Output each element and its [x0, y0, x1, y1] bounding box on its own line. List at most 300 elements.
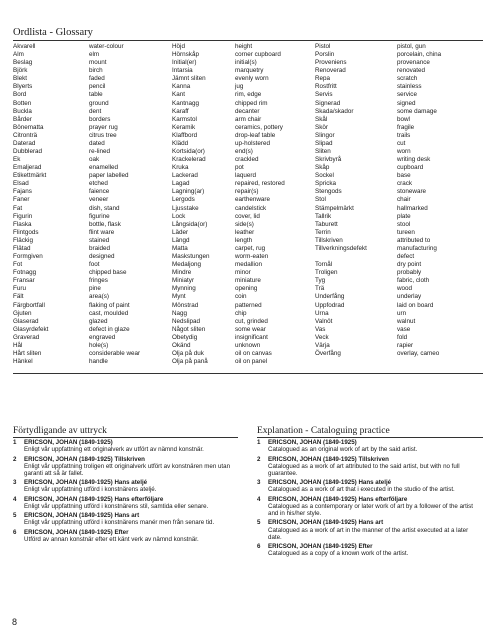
- practice-list-english: [257, 439, 483, 560]
- glossary-term: stool: [397, 220, 411, 228]
- glossary-term: Botten: [13, 99, 32, 107]
- glossary-term: Lackerad: [172, 172, 198, 180]
- entry-heading: [257, 439, 483, 446]
- glossary-term: mount: [89, 59, 107, 67]
- glossary-term: dish, stand: [89, 204, 120, 212]
- glossary-term: unknown: [235, 341, 261, 349]
- glossary-term: Tillskriven: [315, 236, 343, 244]
- glossary-term: Skör: [315, 123, 328, 131]
- glossary-term: Karaff: [172, 107, 189, 115]
- glossary-term: enamelled: [89, 164, 119, 172]
- glossary-term: height: [235, 43, 253, 50]
- practice-entry: [257, 439, 483, 453]
- glossary-bottom-divider: [13, 373, 483, 374]
- glossary-term: chipped base: [89, 269, 127, 277]
- entry-description: Enligt vår uppfattning ett originalverk av utfört av nämnd konstnär.: [24, 446, 204, 454]
- glossary-term: jug: [235, 83, 244, 91]
- glossary-term: Troligen: [315, 269, 338, 277]
- practice-entry: [257, 543, 483, 557]
- glossary-term: Repa: [315, 75, 331, 83]
- practice-entry: [13, 529, 238, 543]
- glossary-term: Emaljerad: [13, 164, 42, 172]
- glossary-term: Tornål: [315, 261, 333, 269]
- glossary-term: opening: [235, 285, 258, 293]
- glossary-term: Glaserad: [13, 317, 39, 325]
- glossary-term: Slingor: [315, 131, 335, 139]
- entry-number: 4: [13, 495, 17, 503]
- glossary-term: water-colour: [89, 43, 124, 50]
- glossary-term: Mindre: [172, 269, 192, 277]
- glossary-term: worm-eaten: [235, 253, 269, 261]
- glossary-term: Hörnskåp: [172, 51, 199, 59]
- glossary-term: Bönematta: [13, 123, 44, 131]
- glossary-term: candelstick: [235, 204, 267, 212]
- entry-heading: [257, 479, 483, 486]
- glossary-term: Blekt: [13, 75, 27, 83]
- glossary-term: Stämpelmärkt: [315, 204, 354, 212]
- entry-description: Catalogued as a copy of a known work of the artist.: [268, 550, 409, 558]
- entry-number: 1: [257, 439, 261, 446]
- glossary-term: Lergods: [172, 196, 195, 204]
- glossary-term: Långsida(or): [172, 220, 208, 228]
- glossary-term: Buckla: [13, 107, 32, 115]
- entry-artist: ERICSON, JOHAN (1849-1925): [24, 439, 113, 446]
- glossary-term: flint ware: [89, 228, 115, 236]
- glossary-term: cover, lid: [235, 212, 260, 220]
- glossary-term: Medaljong: [172, 261, 202, 269]
- glossary-term: Matta: [172, 244, 188, 252]
- glossary-term: some damage: [397, 107, 437, 115]
- glossary-term: wood: [397, 285, 413, 293]
- glossary-term: Något sliten: [172, 325, 206, 333]
- glossary-term: writing desk: [397, 156, 431, 164]
- glossary-term: area(s): [89, 293, 109, 301]
- glossary-term: attributed to: [397, 236, 431, 244]
- entry-description: Enligt vår uppfattning utförd i konstnärens manér men från senare tid.: [24, 519, 215, 527]
- glossary-term: Glasyrdefekt: [13, 325, 49, 333]
- glossary-term: Fält: [13, 293, 24, 301]
- practice-entry: [257, 519, 483, 541]
- glossary-term: Sockel: [315, 172, 334, 180]
- glossary-term: leather: [235, 228, 255, 236]
- glossary-term: Karmstol: [172, 115, 197, 123]
- glossary-term: Intarsia: [172, 67, 193, 75]
- glossary-term: Valnöt: [315, 317, 333, 325]
- entry-artist: ERICSON, JOHAN (1849-1925) Efter: [24, 528, 129, 536]
- glossary-term: Stengods: [315, 188, 342, 196]
- glossary-term: veneer: [89, 196, 109, 204]
- glossary-term: Gjuten: [13, 309, 32, 317]
- glossary-term: table: [89, 91, 103, 99]
- entry-artist: ERICSON, JOHAN (1849-1925) Hans ateljé: [24, 479, 148, 487]
- glossary-term: Obetydig: [172, 333, 198, 341]
- glossary-term: flaking of paint: [89, 301, 130, 309]
- glossary-term: insignificant: [235, 333, 268, 341]
- section-heading-english: Explanation - Cataloguing practice: [257, 426, 390, 436]
- glossary-term: worn: [397, 148, 411, 156]
- glossary-term: Blyerts: [13, 83, 33, 91]
- glossary-term: Maskstungen: [172, 253, 210, 261]
- glossary-term: Fläckig: [13, 236, 33, 244]
- glossary-term: Keramik: [172, 123, 196, 131]
- glossary-term: service: [397, 91, 417, 99]
- glossary-term: signed: [397, 99, 416, 107]
- entry-number: 3: [13, 479, 17, 487]
- glossary-term: Nedslipad: [172, 317, 201, 325]
- entry-description: Catalogued as a work of art in the manner of the artist executed at a later date.: [268, 526, 469, 541]
- glossary-term: Jämnt sliten: [172, 75, 206, 83]
- entry-artist: ERICSON, JOHAN (1849-1925) Hans art: [24, 512, 140, 520]
- glossary-term: stainless: [397, 83, 422, 91]
- glossary-term: minor: [235, 269, 251, 277]
- glossary-term: pistol, gun: [397, 43, 426, 50]
- glossary-term: pencil: [89, 83, 106, 91]
- entry-heading: [13, 479, 238, 486]
- entry-heading: [257, 519, 483, 526]
- glossary-term: provenance: [397, 59, 430, 67]
- glossary-term: engraved: [89, 333, 116, 341]
- entry-number: 6: [13, 528, 17, 536]
- entry-number: 4: [257, 495, 261, 503]
- glossary-term: medallion: [235, 261, 262, 269]
- entry-number: 2: [257, 455, 261, 463]
- entry-heading: [13, 529, 238, 536]
- glossary-term: end(s): [235, 148, 253, 156]
- glossary-term: Flintgods: [13, 228, 39, 236]
- glossary-term: marquetry: [235, 67, 264, 75]
- glossary-term: considerable wear: [89, 349, 141, 357]
- glossary-term: defect: [397, 253, 415, 261]
- practice-entry: [257, 496, 483, 518]
- glossary-term: stained: [89, 236, 110, 244]
- glossary-term: probably: [397, 269, 422, 277]
- glossary-term: dated: [89, 139, 105, 147]
- glossary-col-3-english: [397, 43, 441, 358]
- glossary-col-3-swedish: [315, 43, 367, 358]
- glossary-term: Furu: [13, 285, 26, 293]
- glossary-term: decanter: [235, 107, 260, 115]
- entry-description: Catalogued as a contemporary or later work of art by a follower of the artist and in his/her style.: [268, 502, 473, 518]
- glossary-term: figurine: [89, 212, 110, 220]
- glossary-col-1-english: [89, 43, 140, 366]
- glossary-term: hole(s): [89, 341, 109, 349]
- glossary-term: Pistol: [315, 43, 331, 50]
- glossary-term: oak: [89, 156, 100, 164]
- entry-artist: ERICSON, JOHAN (1849-1925) Hans efterföljare: [24, 495, 164, 503]
- glossary-term: laid on board: [397, 301, 434, 309]
- glossary-term: trails: [397, 131, 411, 139]
- glossary-term: overlay, cameo: [397, 349, 440, 357]
- entry-description: Enligt vår uppfattning utförd i konstnärens stil, samtida eller senare.: [24, 502, 209, 510]
- glossary-term: oil on panel: [235, 358, 268, 366]
- glossary-term: Uppfodrad: [315, 301, 345, 309]
- glossary-term: walnut: [397, 317, 416, 325]
- entry-artist: ERICSON, JOHAN (1849-1925) Tillskriven: [24, 455, 145, 463]
- glossary-term: length: [235, 236, 253, 244]
- glossary-term: laquerd: [235, 172, 257, 180]
- entry-artist: ERICSON, JOHAN (1849-1925) Hans ateljé: [268, 479, 392, 487]
- glossary-term: borders: [89, 115, 111, 123]
- glossary-term: Kruka: [172, 164, 189, 172]
- glossary-term: Klaffbord: [172, 131, 198, 139]
- glossary-term: Bord: [13, 91, 27, 99]
- glossary-term: Okänd: [172, 341, 191, 349]
- glossary-term: Trä: [315, 285, 325, 293]
- glossary-term: Skada/skador: [315, 107, 354, 115]
- glossary-term: Höjd: [172, 43, 185, 50]
- glossary-term: chipped rim: [235, 99, 268, 107]
- glossary-term: Vas: [315, 325, 326, 333]
- glossary-term: re-lined: [89, 148, 110, 156]
- entry-description: Utförd av annan konstnär efter ett känt verk av nämnd konstnär.: [24, 535, 199, 543]
- glossary-term: Servis: [315, 91, 333, 99]
- section-divider-english: [257, 437, 483, 438]
- glossary-term: ceramics, pottery: [235, 123, 283, 131]
- glossary-term: Kantnagg: [172, 99, 199, 107]
- glossary-term: Olja på duk: [172, 349, 204, 357]
- glossary-term: Terrin: [315, 228, 331, 236]
- glossary-term: Citronträ: [13, 131, 38, 139]
- entry-heading: [257, 456, 483, 463]
- glossary-term: etched: [89, 180, 108, 188]
- glossary-term: Kortsida(or): [172, 148, 205, 156]
- glossary-term: pine: [89, 285, 101, 293]
- glossary-term: Överfång: [315, 349, 341, 357]
- entry-number: 6: [257, 543, 261, 551]
- entry-heading: [13, 456, 238, 463]
- glossary-term: hallmarked: [397, 204, 428, 212]
- practice-entry: [257, 456, 483, 478]
- entry-artist: ERICSON, JOHAN (1849-1925) Tillskriven: [268, 455, 389, 463]
- glossary-term: Signerad: [315, 99, 341, 107]
- glossary-term: Fot: [13, 261, 23, 269]
- glossary-term: Slipad: [315, 139, 333, 147]
- glossary-term: evenly worn: [235, 75, 269, 83]
- glossary-term: patterned: [235, 301, 262, 309]
- glossary-term: faience: [89, 188, 110, 196]
- glossary-term: cupboard: [397, 164, 424, 172]
- glossary-term: Spricka: [315, 180, 336, 188]
- glossary-term: corner cupboard: [235, 51, 281, 59]
- glossary-term: Lagad: [172, 180, 190, 188]
- glossary-term: Sliten: [315, 148, 331, 156]
- glossary-term: cut: [397, 139, 406, 147]
- entry-number: 3: [257, 479, 261, 487]
- glossary-term: Skåp: [315, 164, 330, 172]
- glossary-col-2-swedish: [172, 43, 209, 366]
- glossary-term: Underfång: [315, 293, 345, 301]
- glossary-term: Läder: [172, 228, 189, 236]
- glossary-term: cut, grinded: [235, 317, 268, 325]
- glossary-term: elm: [89, 51, 100, 59]
- glossary-term: some wear: [235, 325, 266, 333]
- glossary-term: chair: [397, 196, 411, 204]
- glossary-term: Skrivbyrå: [315, 156, 342, 164]
- glossary-term: stoneware: [397, 188, 427, 196]
- glossary-term: Stol: [315, 196, 326, 204]
- glossary-term: fold: [397, 333, 408, 341]
- glossary-term: Fajans: [13, 188, 32, 196]
- entry-description: Catalogued as an original work of art by the said artist.: [268, 446, 418, 454]
- glossary-term: Hårt sliten: [13, 349, 42, 357]
- glossary-col-2-english: [235, 43, 285, 366]
- glossary-term: Renoverad: [315, 67, 346, 75]
- glossary-term: Färgbortfall: [13, 301, 45, 309]
- section-heading-swedish: Förtydligande av uttryck: [13, 426, 107, 436]
- glossary-term: birch: [89, 67, 103, 75]
- glossary-term: Kant: [172, 91, 185, 99]
- glossary-term: drop-leaf table: [235, 131, 276, 139]
- glossary-term: crackled: [235, 156, 259, 164]
- glossary-term: urn: [397, 309, 407, 317]
- glossary-term: Tallrik: [315, 212, 332, 220]
- glossary-col-1-swedish: [13, 43, 48, 366]
- glossary-term: renovated: [397, 67, 426, 75]
- practice-entry: [13, 512, 238, 526]
- glossary-term: dent: [89, 107, 102, 115]
- glossary-term: Urna: [315, 309, 329, 317]
- glossary-term: side(s): [235, 220, 254, 228]
- practice-entry: [13, 439, 238, 453]
- entry-number: 1: [13, 439, 17, 446]
- glossary-term: Kanna: [172, 83, 191, 91]
- glossary-term: Akvarell: [13, 43, 36, 50]
- glossary-term: Bårder: [13, 115, 32, 123]
- glossary-term: Graverad: [13, 333, 40, 341]
- entry-description: Catalogued as a work of art that i executed in the studio of the artist.: [268, 486, 455, 494]
- glossary-term: faded: [89, 75, 105, 83]
- page-number: 8: [12, 617, 18, 627]
- glossary-term: Mönstrad: [172, 301, 199, 309]
- glossary-term: Fransar: [13, 277, 35, 285]
- practice-entry: [13, 496, 238, 510]
- glossary-term: Daterad: [13, 139, 36, 147]
- glossary-term: Faner: [13, 196, 30, 204]
- glossary-term: Hänkel: [13, 358, 33, 366]
- glossary-term: pot: [235, 164, 244, 172]
- glossary-term: tureen: [397, 228, 415, 236]
- glossary-term: manufacturing: [397, 244, 437, 252]
- glossary-term: bottle, flask: [89, 220, 121, 228]
- glossary-term: crack: [397, 180, 413, 188]
- glossary-term: prayer rug: [89, 123, 118, 131]
- glossary-term: Lock: [172, 212, 186, 220]
- glossary-term: porcelain, china: [397, 51, 442, 59]
- glossary-term: bowl: [397, 115, 410, 123]
- glossary-term: Ljusstake: [172, 204, 199, 212]
- glossary-term: Alm: [13, 51, 24, 59]
- glossary-term: earthenware: [235, 196, 271, 204]
- glossary-term: [315, 253, 367, 261]
- glossary-term: designed: [89, 253, 115, 261]
- glossary-term: Längd: [172, 236, 190, 244]
- entry-heading: [13, 512, 238, 519]
- glossary-term: ground: [89, 99, 109, 107]
- glossary-term: handle: [89, 358, 108, 366]
- glossary-term: Flätad: [13, 244, 31, 252]
- glossary-term: underlay: [397, 293, 422, 301]
- section-divider-swedish: [13, 437, 238, 438]
- glossary-term: Figurin: [13, 212, 33, 220]
- glossary-term: Fat: [13, 204, 23, 212]
- glossary-term: fragile: [397, 123, 415, 131]
- entry-heading: [13, 439, 238, 446]
- glossary-term: base: [397, 172, 411, 180]
- practice-list-swedish: [13, 439, 238, 545]
- entry-artist: ERICSON, JOHAN (1849-1925) Hans efterföljare: [268, 495, 408, 503]
- glossary-term: Formgiven: [13, 253, 43, 261]
- glossary-term: Veck: [315, 333, 329, 341]
- glossary-term: Initial(er): [172, 59, 197, 67]
- glossary-term: initial(s): [235, 59, 257, 67]
- entry-artist: ERICSON, JOHAN (1849-1925) Efter: [268, 543, 373, 551]
- glossary-term: Hål: [13, 341, 23, 349]
- glossary-term: Flaska: [13, 220, 32, 228]
- glossary-term: Krackelerad: [172, 156, 206, 164]
- entry-number: 5: [13, 512, 17, 520]
- practice-entry: [13, 456, 238, 478]
- glossary-term: chip: [235, 309, 247, 317]
- page-title: Ordlista - Glossary: [13, 27, 93, 38]
- glossary-term: miniature: [235, 277, 261, 285]
- glossary-term: fringes: [89, 277, 108, 285]
- glossary-term: Etikettmärkt: [13, 172, 47, 180]
- glossary-term: Proveniens: [315, 59, 347, 67]
- entry-description: Enligt vår uppfattning troligen ett originalverk utfört av konstnären men utan garanti att så är fallet.: [24, 462, 231, 477]
- entry-artist: ERICSON, JOHAN (1849-1925): [268, 439, 357, 446]
- glossary-term: oil on canvas: [235, 349, 272, 357]
- glossary-term: Värja: [315, 341, 330, 349]
- title-divider: [13, 40, 483, 41]
- glossary-term: dry point: [397, 261, 422, 269]
- glossary-term: Rostfritt: [315, 83, 337, 91]
- entry-heading: [257, 543, 483, 550]
- glossary-term: braided: [89, 244, 111, 252]
- glossary-term: repair(s): [235, 188, 259, 196]
- glossary-term: Fotnagg: [13, 269, 37, 277]
- glossary-term: Dubblerad: [13, 148, 43, 156]
- glossary-term: Olja på panå: [172, 358, 208, 366]
- glossary-term: rim, edge: [235, 91, 262, 99]
- entry-description: Catalogued as a work of art attributed to the said artist, but with no full guarantee.: [268, 462, 460, 477]
- glossary-term: up-holstered: [235, 139, 271, 147]
- entry-description: Enligt vår uppfattning utförd i konstnärens ateljé.: [24, 486, 157, 494]
- glossary-term: Mynt: [172, 293, 186, 301]
- glossary-term: defect in glaze: [89, 325, 130, 333]
- glossary-term: vase: [397, 325, 411, 333]
- glossary-term: Ek: [13, 156, 21, 164]
- glossary-term: repaired, restored: [235, 180, 285, 188]
- glossary-term: foot: [89, 261, 100, 269]
- entry-number: 5: [257, 519, 261, 527]
- glossary-term: Klädd: [172, 139, 189, 147]
- glossary-term: citrus tree: [89, 131, 117, 139]
- glossary-term: scratch: [397, 75, 418, 83]
- entry-heading: [257, 496, 483, 503]
- practice-entry: [13, 479, 238, 493]
- glossary-term: Porslin: [315, 51, 335, 59]
- glossary-term: fabric, cloth: [397, 277, 430, 285]
- glossary-term: glazed: [89, 317, 108, 325]
- glossary-term: plate: [397, 212, 411, 220]
- glossary-term: paper labelled: [89, 172, 129, 180]
- glossary-term: Tillverkningsdefekt: [315, 244, 367, 252]
- practice-entry: [257, 479, 483, 493]
- entry-artist: ERICSON, JOHAN (1849-1925) Hans art: [268, 519, 384, 527]
- glossary-term: Beslag: [13, 59, 33, 67]
- entry-heading: [13, 496, 238, 503]
- glossary-term: Elsad: [13, 180, 29, 188]
